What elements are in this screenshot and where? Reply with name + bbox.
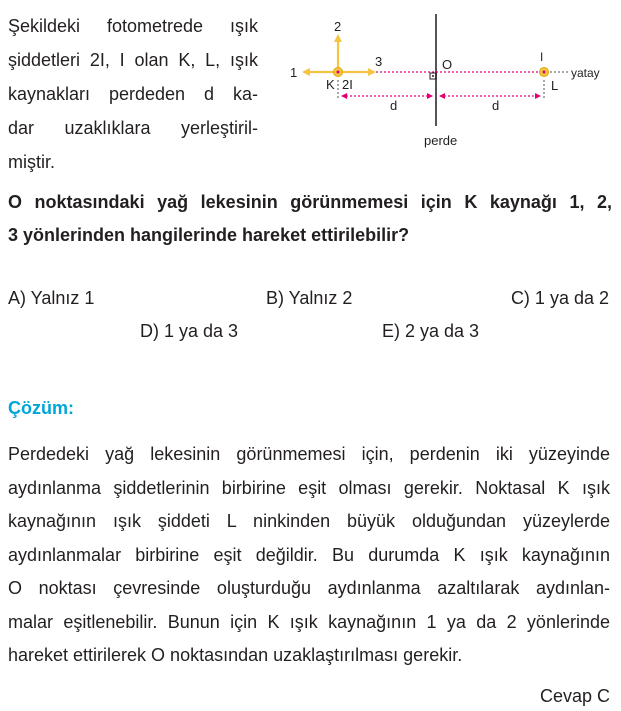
- distance-left-label: d: [390, 98, 398, 113]
- intro-line: kaynakları perdeden d ka-: [8, 84, 258, 104]
- intro-line: şiddetleri 2I, I olan K, L, ışık: [8, 50, 258, 70]
- solution-line: O noktası çevresinde oluşturduğu aydınlanma azaltılarak aydınlan-: [8, 578, 610, 598]
- intro-line: miştir.: [8, 152, 55, 172]
- k-label: K: [326, 77, 335, 92]
- source-l-core: [543, 71, 546, 74]
- option-a[interactable]: A) Yalnız 1: [8, 288, 95, 308]
- horizontal-label: yatay: [571, 66, 600, 80]
- question-line: O noktasındaki yağ lekesinin görünmemesi için K kaynağı 1, 2,: [8, 192, 612, 212]
- source-k-core: [337, 71, 340, 74]
- intro-line: Şekildeki fotometrede ışık: [8, 16, 258, 36]
- solution-line: aydınlanmalar birbirine eşit değildir. Bu durumda K ışık kaynağının: [8, 544, 610, 565]
- solution-paragraph: [8, 438, 610, 673]
- direction-1-label: 1: [290, 65, 298, 80]
- distance-right-label: d: [492, 98, 500, 113]
- direction-2-label: 2: [334, 19, 342, 34]
- solution-line: Perdedeki yağ lekesinin görünmemesi için, perdenin iki yüzeyinde: [8, 444, 610, 464]
- solution-line: kaynağının ışık şiddeti L ninkinden büyük olduğundan yüzeylerde: [8, 511, 610, 531]
- solution-heading: Çözüm:: [8, 398, 74, 418]
- solution-line: malar eşitlenebilir. Bunun için K ışık kaynağının 1 ya da 2 yönlerinde: [8, 611, 610, 632]
- l-intensity: I: [540, 50, 544, 64]
- l-label: L: [551, 78, 559, 93]
- direction-3-label: 3: [375, 54, 383, 69]
- option-e[interactable]: E) 2 ya da 3: [382, 321, 480, 341]
- right-angle-dot: [432, 75, 434, 77]
- k-intensity: 2I: [342, 77, 353, 92]
- question-text: [8, 186, 612, 252]
- photometer-diagram: [270, 0, 621, 160]
- intro-paragraph: [8, 9, 258, 179]
- screen-label: perde: [424, 133, 458, 148]
- photometer-svg: [270, 0, 621, 160]
- answer-label: Cevap C: [539, 686, 610, 706]
- option-c[interactable]: C) 1 ya da 2: [510, 288, 609, 308]
- option-d[interactable]: D) 1 ya da 3: [140, 321, 239, 341]
- question-line: 3 yönlerinden hangilerinde hareket ettirilebilir?: [8, 225, 410, 245]
- solution-line: aydınlanma şiddetlerinin birbirine eşit olması gerekir. Noktasal K ışık: [8, 477, 610, 498]
- o-label: O: [442, 57, 453, 72]
- option-b[interactable]: B) Yalnız 2: [266, 288, 353, 308]
- intro-line: dar uzaklıklara yerleştiril-: [8, 118, 258, 138]
- solution-line: hareket ettirilerek O noktasından uzaklaştırılması gerekir.: [8, 645, 463, 665]
